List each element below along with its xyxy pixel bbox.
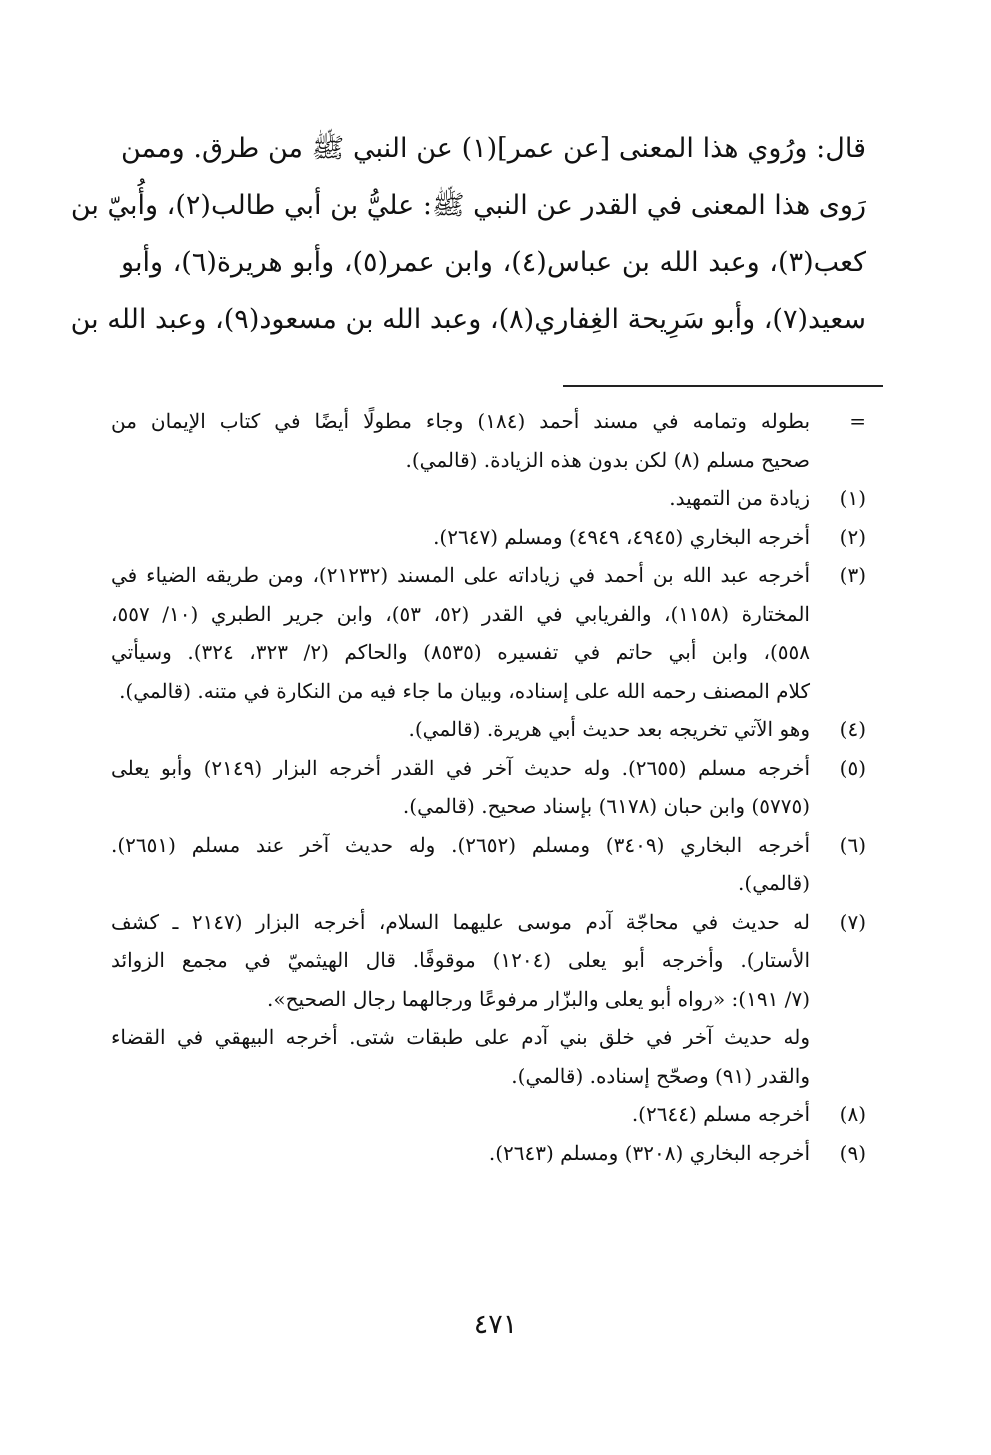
footnote-body <box>111 710 810 749</box>
footnote-marker: (٩) <box>839 1140 866 1165</box>
footnote-line: ٥٥٨)، وابن أبي حاتم في تفسيره (٨٥٣٥) والحاكم (٢/ ٣٢٣، ٣٢٤). وسيأتي <box>111 640 810 664</box>
footnote-body <box>111 903 810 1096</box>
footnote-9 <box>111 1134 866 1173</box>
footnote-body <box>111 826 810 903</box>
footnote-body <box>111 1095 810 1134</box>
footnote-line: (٧/ ١٩١): «رواه أبو يعلى والبزّار مرفوعًا ورجالهما رجال الصحيح». <box>267 986 810 1011</box>
footnote-body <box>111 556 810 710</box>
footnote-line: أخرجه مسلم (٢٦٤٤). <box>631 1102 810 1126</box>
footnote-line: أخرجه البخاري (٣٤٠٩) ومسلم (٢٦٥٢). وله حديث آخر عند مسلم (٢٦٥١). <box>111 832 811 857</box>
footnote-marker: (٧) <box>839 909 866 934</box>
footnotes <box>111 402 866 1172</box>
page-number: ٤٧١ <box>473 1309 518 1340</box>
footnote-line: المختارة (١١٥٨)، والفريابي في القدر (٥٢، ٥٣)، وابن جرير الطبري (١٠/ ٥٥٧، <box>111 601 810 626</box>
footnote-marker: (٣) <box>839 563 866 587</box>
footnote-marker: = <box>849 409 866 433</box>
footnote-marker: (٥) <box>839 755 866 780</box>
footnote-2 <box>111 518 866 557</box>
footnote-marker: (١) <box>839 486 866 510</box>
footnote-7 <box>111 903 866 1096</box>
footnote-body <box>111 518 810 557</box>
footnote-line: (٥٧٧٥) وابن حبان (٦١٧٨) بإسناد صحيح. (قالمي). <box>402 794 810 818</box>
footnote-3 <box>111 556 866 710</box>
footnote-body <box>111 402 810 479</box>
footnote-line: (قالمي). <box>738 871 810 895</box>
main-text-line: كعب(٣)، وعبد الله بن عباس(٤)، وابن عمر(٥)، وأبو هريرة(٦)، وأبو <box>121 247 867 278</box>
footnote-line: وله حديث آخر في خلق بني آدم على طبقات شتى. أخرجه البيهقي في القضاء <box>111 1025 810 1049</box>
footnote-marker: (٦) <box>839 832 866 857</box>
footnote-line: أخرجه مسلم (٢٦٥٥). وله حديث آخر في القدر أخرجه البزار (٢١٤٩) وأبو يعلى <box>111 755 811 780</box>
footnote-line: كلام المصنف رحمه الله على إسناده، وبيان ما جاء فيه من النكارة في متنه. (قالمي). <box>119 678 810 703</box>
main-text <box>70 120 867 348</box>
main-text-line: سعيد(٧)، وأبو سَرِيحة الغِفاري(٨)، وعبد الله بن مسعود(٩)، وعبد الله بن <box>70 304 866 335</box>
footnote-line: زيادة من التمهيد. <box>669 486 810 510</box>
footnote-4 <box>111 710 866 749</box>
footnote-line: والقدر (٩١) وصحّح إسناده. (قالمي). <box>511 1063 810 1088</box>
footnote-line: الأستار). وأخرجه أبو يعلى (١٢٠٤) موقوفًا. قال الهيثميّ في مجمع الزوائد <box>111 948 811 972</box>
footnote-line: أخرجه عبد الله بن أحمد في زياداته على المسند (٢١٢٣٢)، ومن طريقه الضياء في <box>111 563 810 587</box>
footnote-line: أخرجه البخاري (٣٢٠٨) ومسلم (٢٦٤٣). <box>488 1140 810 1165</box>
footnote-body <box>111 479 810 518</box>
footnote-body <box>111 1134 810 1173</box>
footnote-marker: (٢) <box>839 524 866 549</box>
footnote-6 <box>111 826 866 903</box>
footnote-line: وهو الآتي تخريجه بعد حديث أبي هريرة. (قالمي). <box>408 717 810 741</box>
footnote-separator <box>563 385 883 387</box>
footnote-marker: (٤) <box>839 717 866 741</box>
footnote-1 <box>111 479 866 518</box>
main-text-line: رَوى هذا المعنى في القدر عن النبي ﷺ: عليُّ بن أبي طالب(٢)، وأُبيّ بن <box>70 190 866 221</box>
footnote-line: بطوله وتمامه في مسند أحمد (١٨٤) وجاء مطولًا أيضًا في كتاب الإيمان من <box>111 409 811 433</box>
footnote-marker: (٨) <box>839 1102 866 1126</box>
footnote-line: له حديث في محاجّة آدم موسى عليهما السلام، أخرجه البزار (٢١٤٧ ـ كشف <box>111 909 810 934</box>
footnote-line: صحيح مسلم (٨) لكن بدون هذه الزيادة. (قالمي). <box>405 447 810 472</box>
footnote-line: أخرجه البخاري (٤٩٤٥، ٤٩٤٩) ومسلم (٢٦٤٧). <box>433 524 810 549</box>
footnote-continuation <box>111 402 866 479</box>
footnote-body <box>111 749 810 826</box>
main-text-line: قال: ورُوي هذا المعنى [عن عمر](١) عن النبي ﷺ من طرق. وممن <box>121 133 866 164</box>
footnote-8 <box>111 1095 866 1134</box>
footnote-5 <box>111 749 866 826</box>
